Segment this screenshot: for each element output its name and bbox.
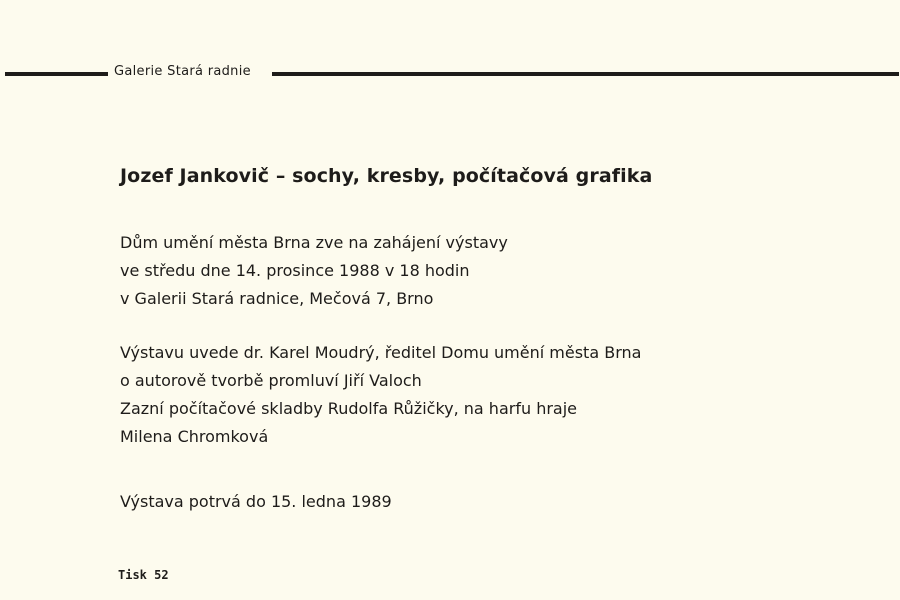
invitation-text [120,229,508,313]
invitation-line: ve středu dne 14. prosince 1988 v 18 hodin [120,261,470,280]
invitation-line: Dům umění města Brna zve na zahájení výstavy [120,233,508,252]
program-line: Výstavu uvede dr. Karel Moudrý, ředitel Domu umění města Brna [120,343,642,362]
header-rule-right [272,72,899,76]
gallery-name: Galerie Stará radnie [114,64,251,79]
program-text [120,339,641,451]
program-line: o autorově tvorbě promluví Jiří Valoch [120,371,422,390]
program-line: Zazní počítačové skladby Rudolfa Růžičky, na harfu hraje [120,399,577,418]
invitation-line: v Galerii Stará radnice, Mečová 7, Brno [120,289,434,308]
exhibition-duration: Výstava potrvá do 15. ledna 1989 [120,492,392,511]
program-line: Milena Chromková [120,427,269,446]
print-mark: Tisk 52 [118,568,169,582]
header-rule-left [5,72,108,76]
exhibition-title: Jozef Jankovič – sochy, kresby, počítačová grafika [120,165,653,187]
